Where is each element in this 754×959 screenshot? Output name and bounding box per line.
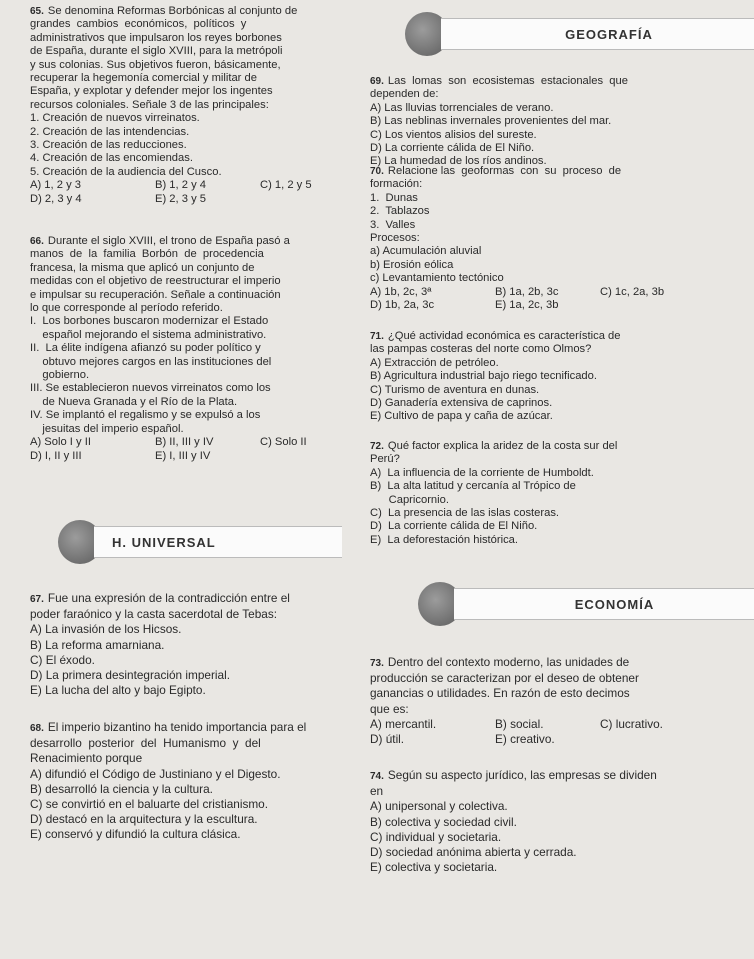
question-line-text: El imperio bizantino ha tenido importancia para el (47, 720, 307, 734)
answer-option: A) 1, 2 y 3 (30, 179, 81, 192)
question-73 (370, 655, 738, 747)
question-line: de Nueva Granada y el Río de la Plata. (30, 395, 238, 408)
question-71-text (370, 330, 738, 357)
question-72 (370, 440, 738, 547)
question-line: 3. Creación de las reducciones. (30, 139, 187, 152)
answer-option (260, 450, 360, 463)
answer-option: A) difundió el Código de Justiniano y el Digesto. (30, 766, 281, 781)
answer-option: A) Las lluvias torrenciales de verano. (370, 101, 554, 114)
question-line: desarrollo posterior del Humanismo y del (30, 736, 261, 751)
answer-option: C) 1c, 2a, 3b (600, 285, 665, 298)
question-line-text: ¿Qué actividad económica es característica de (387, 330, 621, 342)
question-line: 4. Creación de las encomiendas. (30, 152, 193, 165)
question-line: producción se caracterizan por el deseo de obtener (370, 671, 639, 686)
question-line: c) Levantamiento tectónico (370, 272, 504, 285)
section-title-universal: H. UNIVERSAL (94, 526, 342, 558)
question-line: Procesos: (370, 232, 420, 245)
question-line: a) Acumulación aluvial (370, 245, 482, 258)
answer-option: D) 1b, 2a, 3c (370, 299, 435, 312)
question-line: España, y explotar y defender mejor los ingentes (30, 85, 273, 98)
question-line: español mejorando el sistema administrativo. (30, 328, 267, 341)
question-line: las pampas costeras del norte como Olmos? (370, 343, 592, 356)
question-73-options (370, 717, 738, 747)
answer-option (260, 193, 360, 206)
question-67-text (30, 591, 366, 622)
answer-option: D) útil. (370, 732, 405, 747)
question-65 (30, 5, 366, 206)
section-header-economia (418, 582, 754, 626)
answer-option: C) Turismo de aventura en dunas. (370, 383, 540, 396)
question-line (370, 75, 738, 88)
question-line: recursos coloniales. Señale 3 de las principales: (30, 98, 269, 111)
question-74 (370, 768, 738, 875)
question-line: Renacimiento porque (30, 751, 143, 766)
question-line (30, 720, 366, 736)
answer-option: C) Los vientos alisios del sureste. (370, 128, 537, 141)
question-line: administrativos que impulsaron los reyes borbones (30, 31, 282, 44)
answer-option: E) 2, 3 y 5 (155, 192, 206, 205)
answer-option: E) Cultivo de papa y caña de azúcar. (370, 410, 553, 423)
question-65-options (30, 179, 366, 206)
answer-option: D) 2, 3 y 4 (30, 192, 82, 205)
question-line (370, 768, 738, 784)
question-line: en (370, 784, 384, 799)
question-line: b) Erosión eólica (370, 258, 454, 271)
question-line: 1. Creación de nuevos virreinatos. (30, 112, 200, 125)
question-number: 70. (370, 166, 384, 177)
answer-option: D) La corriente cálida de El Niño. (370, 142, 535, 155)
answer-option: B) colectiva y sociedad civil. (370, 814, 517, 829)
answer-option: A) 1b, 2c, 3ª (370, 285, 432, 298)
question-65-text (30, 5, 366, 179)
question-73-text (370, 655, 738, 717)
question-line: II. La élite indígena afianzó su poder político y (30, 342, 261, 355)
question-line-text: Según su aspecto jurídico, las empresas se dividen (387, 768, 657, 782)
question-line: manos de la familia Borbón de procedencia (30, 248, 264, 261)
answer-option: B) Agricultura industrial bajo riego tecnificado. (370, 370, 597, 383)
question-line: gobierno. (30, 369, 90, 382)
question-72-options (370, 467, 738, 547)
question-line: obtuvo mejores cargos en las instituciones del (30, 355, 272, 368)
question-number: 74. (370, 771, 384, 782)
question-line-text: Se denomina Reformas Borbónicas al conjunto de (47, 5, 298, 17)
question-number: 73. (370, 658, 384, 669)
answer-option: C) se convirtió en el baluarte del cristianismo. (30, 797, 269, 812)
question-line-text: Dentro del contexto moderno, las unidades de (387, 655, 630, 669)
question-line: poder faraónico y la casta sacerdotal de Tebas: (30, 607, 278, 622)
question-line: medidas con el objetivo de reestructurar el imperio (30, 275, 281, 288)
answer-option: C) Solo II (260, 436, 307, 449)
question-68 (30, 720, 366, 843)
question-66 (30, 235, 366, 463)
answer-option: B) desarrolló la ciencia y la cultura. (30, 781, 213, 796)
question-line-text: Durante el siglo XVIII, el trono de España pasó a (47, 235, 290, 247)
answer-option: A) unipersonal y colectiva. (370, 799, 508, 814)
answer-option: E) 1a, 2c, 3b (495, 299, 559, 312)
section-title-economia: ECONOMÍA (454, 588, 754, 620)
question-number: 68. (30, 723, 44, 734)
question-74-options (370, 799, 738, 875)
answer-row (370, 286, 738, 299)
question-line: lo que corresponde al período referido. (30, 302, 223, 315)
question-68-options (30, 767, 366, 843)
answer-option: E) colectiva y societaria. (370, 860, 498, 875)
answer-option: A) Solo I y II (30, 436, 91, 449)
question-line: 5. Creación de la audiencia del Cusco. (30, 165, 222, 178)
section-title-geografia: GEOGRAFÍA (441, 18, 754, 50)
answer-option: B) La reforma amarniana. (30, 637, 165, 652)
question-line: francesa, la misma que aplicó un conjunto de (30, 261, 255, 274)
question-line (370, 440, 738, 453)
answer-option: D) sociedad anónima abierta y cerrada. (370, 845, 577, 860)
answer-option: E) La humedad de los ríos andinos. (370, 155, 547, 168)
answer-option: C) lucrativo. (600, 716, 663, 731)
question-line: de España, durante el siglo XVIII, para la metrópoli (30, 45, 283, 58)
question-number: 66. (30, 236, 44, 247)
answer-option: A) La invasión de los Hicsos. (30, 622, 182, 637)
question-number: 67. (30, 594, 44, 605)
question-line (30, 591, 366, 607)
answer-row (30, 193, 366, 206)
answer-option: C) individual y societaria. (370, 829, 502, 844)
answer-option (600, 732, 700, 747)
answer-option: D) destacó en la arquitectura y la escultura. (30, 812, 258, 827)
question-line: I. Los borbones buscaron modernizar el Estado (30, 315, 269, 328)
answer-option: B) Las neblinas invernales provenientes del mar. (370, 115, 612, 128)
answer-option: D) I, II y III (30, 449, 82, 462)
answer-option: C) La presencia de las islas costeras. (370, 507, 560, 520)
question-line: formación: (370, 178, 423, 191)
question-line-text: Fue una expresión de la contradicción entre el (47, 591, 290, 605)
question-line: dependen de: (370, 88, 439, 101)
answer-option: C) El éxodo. (30, 652, 95, 667)
question-line: Perú? (370, 453, 400, 466)
answer-option: A) mercantil. (370, 716, 437, 731)
question-line: ganancias o utilidades. En razón de esto decimos (370, 686, 630, 701)
question-69 (370, 75, 738, 169)
question-line (30, 5, 366, 18)
answer-row (30, 436, 366, 449)
answer-option (600, 299, 700, 312)
answer-option: D) La primera desintegración imperial. (30, 668, 230, 683)
answer-row (370, 717, 738, 732)
question-number: 65. (30, 6, 44, 17)
answer-option: Capricornio. (370, 493, 449, 506)
question-line: 1. Dunas (370, 191, 418, 204)
question-70-options (370, 286, 738, 313)
question-line-text: Las lomas son ecosistemas estacionales que (387, 75, 628, 87)
question-line: IV. Se implantó el regalismo y se expulsó a los (30, 409, 261, 422)
question-70 (370, 165, 738, 312)
answer-row (30, 179, 366, 192)
answer-option: A) La influencia de la corriente de Humboldt. (370, 466, 594, 479)
question-69-options (370, 102, 738, 169)
question-67-options (30, 622, 366, 698)
question-number: 71. (370, 331, 384, 342)
question-line: y sus colonias. Sus objetivos fueron, básicamente, (30, 58, 281, 71)
question-71-options (370, 357, 738, 424)
answer-option: E) conservó y difundió la cultura clásica. (30, 827, 241, 842)
question-67 (30, 591, 366, 698)
question-69-text (370, 75, 738, 102)
question-number: 72. (370, 441, 384, 452)
answer-option: B) La alta latitud y cercanía al Trópico de (370, 480, 576, 493)
answer-option: B) social. (495, 716, 544, 731)
question-71 (370, 330, 738, 424)
question-line (30, 235, 366, 248)
question-72-text (370, 440, 738, 467)
answer-option: E) La lucha del alto y bajo Egipto. (30, 683, 206, 698)
question-66-options (30, 436, 366, 463)
answer-option: D) La corriente cálida de El Niño. (370, 520, 538, 533)
answer-option: A) Extracción de petróleo. (370, 356, 499, 369)
question-line: jesuitas del imperio español. (30, 422, 184, 435)
answer-row (370, 299, 738, 312)
answer-row (370, 732, 738, 747)
question-line: recuperar la hegemonía comercial y militar de (30, 72, 257, 85)
question-line: 2. Creación de las intendencias. (30, 125, 190, 138)
answer-option: B) II, III y IV (155, 436, 214, 449)
answer-option: D) Ganadería extensiva de caprinos. (370, 397, 553, 410)
question-66-text (30, 235, 366, 436)
question-line: que es: (370, 701, 409, 716)
section-header-geografia (405, 12, 754, 56)
answer-option: E) La deforestación histórica. (370, 533, 518, 546)
answer-row (30, 450, 366, 463)
answer-option: E) I, III y IV (155, 449, 211, 462)
question-70-text (370, 165, 738, 286)
answer-option: B) 1, 2 y 4 (155, 179, 206, 192)
question-line: 2. Tablazos (370, 205, 430, 218)
question-line (370, 330, 738, 343)
question-number: 69. (370, 76, 384, 87)
question-line: e impulsar su recuperación. Señale a continuación (30, 288, 281, 301)
question-line: III. Se establecieron nuevos virreinatos como los (30, 382, 271, 395)
question-68-text (30, 720, 366, 767)
question-line-text: Relacione las geoformas con su proceso de (387, 165, 622, 177)
answer-option: E) creativo. (495, 732, 555, 747)
question-line (370, 655, 738, 671)
question-74-text (370, 768, 738, 799)
question-line (370, 165, 738, 178)
answer-option: C) 1, 2 y 5 (260, 179, 312, 192)
section-header-universal (58, 520, 342, 564)
question-line: grandes cambios económicos, políticos y (30, 18, 247, 31)
question-line-text: Qué factor explica la aridez de la costa sur del (387, 440, 618, 452)
question-line: 3. Valles (370, 218, 416, 231)
answer-option: B) 1a, 2b, 3c (495, 285, 559, 298)
